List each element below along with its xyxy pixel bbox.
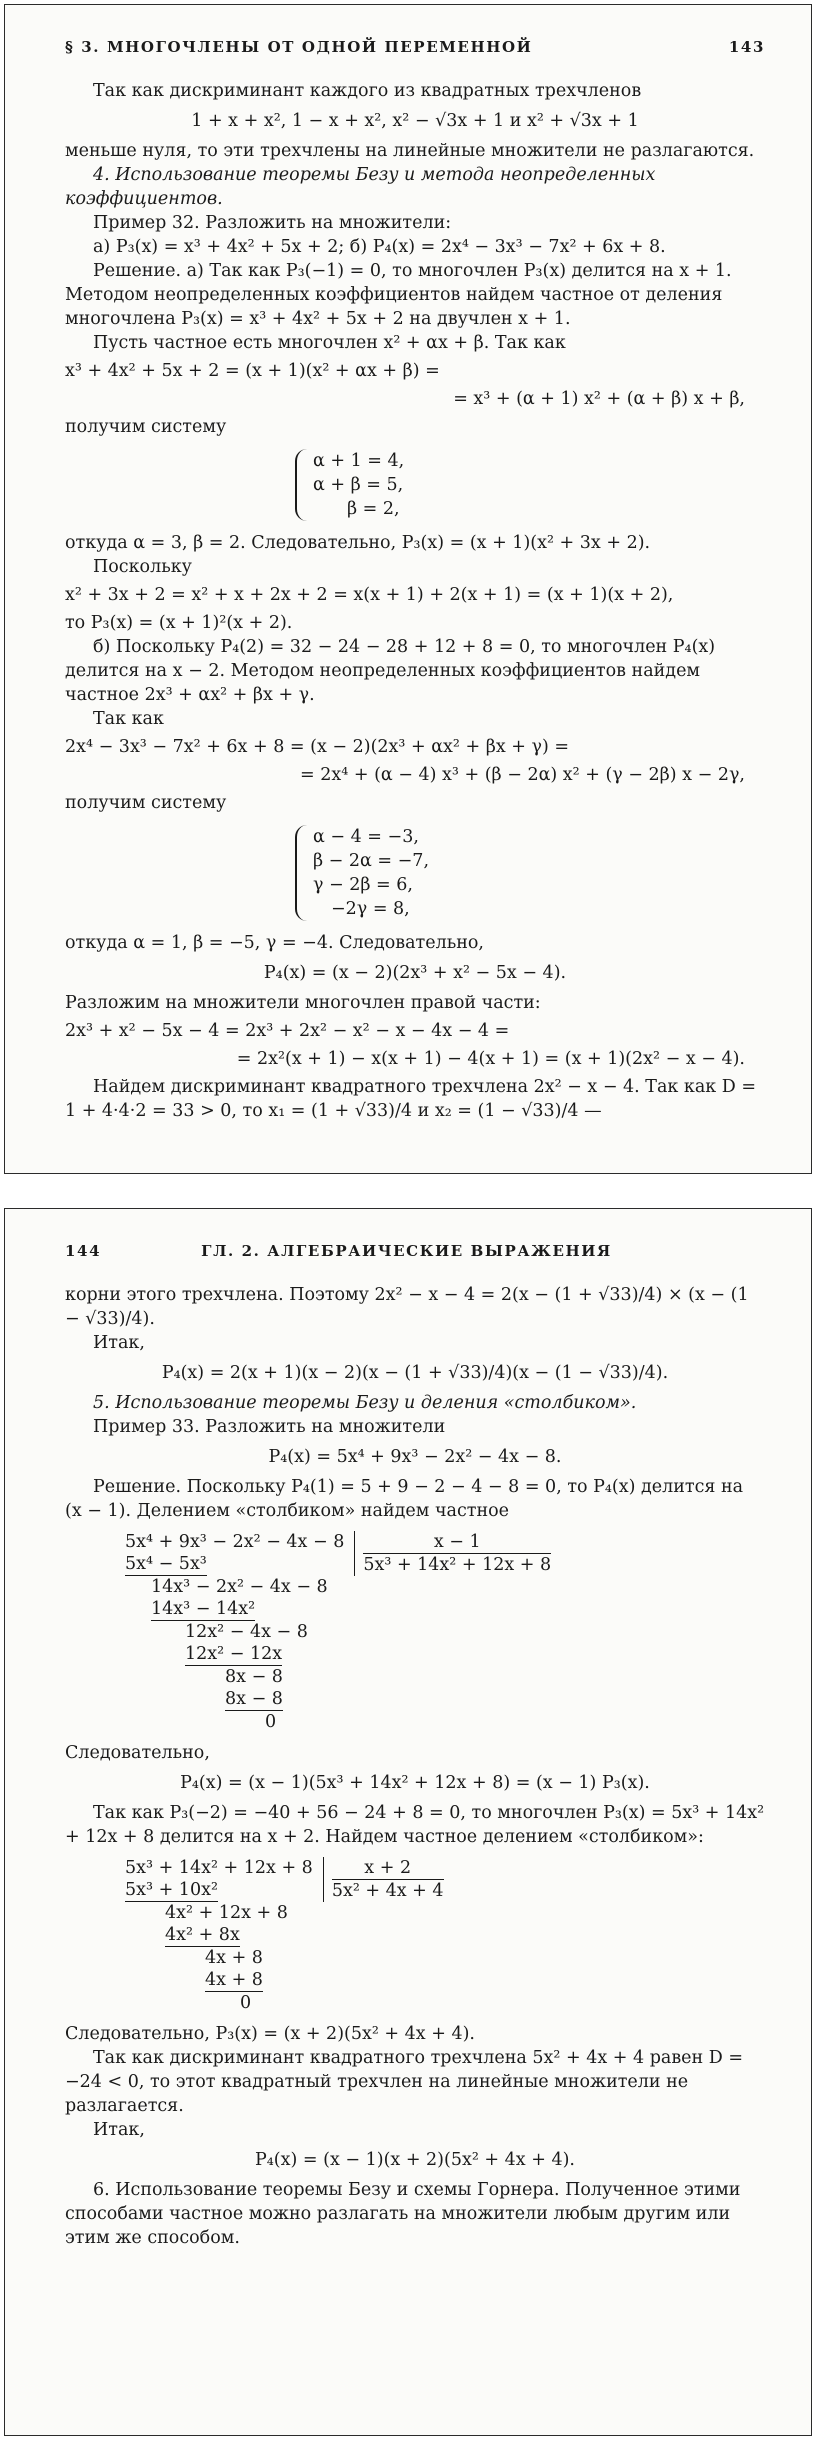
division-line: 8x − 8 bbox=[225, 1667, 283, 1687]
paragraph: Итак, bbox=[93, 2120, 145, 2140]
division-line: 0 bbox=[265, 1712, 277, 1732]
header-title: ГЛ. 2. АЛГЕБРАИЧЕСКИЕ ВЫРАЖЕНИЯ bbox=[201, 1242, 612, 1260]
formula: P₄(x) = (x − 1)(x + 2)(5x² + 4x + 4). bbox=[255, 2150, 575, 2170]
division-work bbox=[125, 1857, 313, 2014]
paragraph: Найдем дискриминант квадратного трехчлена 2x² − x − 4. Так как D = 1 + 4·4·2 = 33 > 0, то x₁ = (1 + √33)/4 и x₂ = (1 − √33)/4 — bbox=[65, 1077, 757, 1121]
page-number: 143 bbox=[728, 38, 765, 56]
division-line: 4x + 8 bbox=[205, 1970, 263, 1990]
division-line: 5x³ + 10x² bbox=[125, 1880, 218, 1900]
page-144-content bbox=[65, 1239, 765, 2250]
division-line: 4x + 8 bbox=[205, 1948, 263, 1968]
formula: 1 + x + x², 1 − x + x², x² − √3x + 1 и x² + √3x + 1 bbox=[191, 111, 639, 131]
division-line: 5x³ + 14x² + 12x + 8 bbox=[125, 1858, 313, 1878]
running-header bbox=[65, 1239, 765, 1263]
formula: = x³ + (α + 1) x² + (α + β) x + β, bbox=[453, 389, 745, 409]
formula: x² + 3x + 2 = x² + x + 2x + 2 = x(x + 1) + 2(x + 1) = (x + 1)(x + 2), bbox=[65, 585, 674, 605]
paragraph: откуда α = 1, β = −5, γ = −4. Следовательно, bbox=[65, 933, 484, 953]
formula: 2x⁴ − 3x³ − 7x² + 6x + 8 = (x − 2)(2x³ + αx² + βx + γ) = bbox=[65, 737, 569, 757]
paragraph: получим систему bbox=[65, 417, 227, 437]
section-heading-4: 4. Использование теоремы Безу и метода неопределенных коэффициентов. bbox=[65, 165, 656, 209]
system-line: β = 2, bbox=[347, 499, 400, 519]
divisor: x + 2 bbox=[332, 1857, 444, 1880]
formula: x³ + 4x² + 5x + 2 = (x + 1)(x² + αx + β) = bbox=[65, 361, 440, 381]
paragraph: Следовательно, P₃(x) = (x + 2)(5x² + 4x + 4). bbox=[65, 2024, 475, 2044]
page-143-content bbox=[65, 35, 765, 1123]
formula: P₄(x) = 2(x + 1)(x − 2)(x − (1 + √33)/4)(x − (1 − √33)/4). bbox=[161, 1363, 669, 1383]
system-line: α − 4 = −3, bbox=[313, 827, 419, 847]
page-number: 144 bbox=[65, 1242, 102, 1260]
formula: P₄(x) = (x − 2)(2x³ + x² − 5x − 4). bbox=[263, 963, 567, 983]
paragraph: Пусть частное есть многочлен x² + αx + β. Так как bbox=[93, 333, 566, 353]
long-division-1 bbox=[125, 1531, 765, 1733]
division-line-wrap bbox=[125, 1924, 313, 1947]
paragraph: Поскольку bbox=[93, 557, 192, 577]
divisor: x − 1 bbox=[363, 1531, 551, 1554]
paragraph: Следовательно, bbox=[65, 1743, 210, 1763]
page-144 bbox=[4, 1208, 812, 2436]
division-line: 12x² − 12x bbox=[185, 1644, 283, 1664]
division-line: 5x⁴ − 5x³ bbox=[125, 1554, 207, 1574]
paragraph: Так как дискриминант квадратного трехчлена 5x² + 4x + 4 равен D = −24 < 0, то этот квадратный трехчлен на линейные множители не разлагается. bbox=[65, 2048, 744, 2116]
equation-system-2 bbox=[295, 825, 429, 921]
example-33-task: P₄(x) = 5x⁴ + 9x³ − 2x² − 4x − 8. bbox=[268, 1447, 562, 1467]
quotient: 5x² + 4x + 4 bbox=[331, 1881, 444, 1901]
system-line: γ − 2β = 6, bbox=[313, 875, 413, 895]
division-line: 14x³ − 14x² bbox=[151, 1599, 256, 1619]
solution-b: б) Поскольку P₄(2) = 32 − 24 − 28 + 12 + 8 = 0, то многочлен P₄(x) делится на x − 2. Методом неопределенных коэффициентов найдем частное 2x³ + αx² + βx + γ. bbox=[65, 637, 716, 705]
division-line-wrap bbox=[125, 1553, 344, 1576]
division-line-wrap bbox=[125, 1643, 344, 1666]
example-32-title: Пример 32. Разложить на множители: bbox=[93, 213, 452, 233]
division-work bbox=[125, 1531, 344, 1733]
division-line-wrap bbox=[125, 1969, 313, 1992]
division-line: 4x² + 8x bbox=[165, 1925, 240, 1945]
division-line: 0 bbox=[240, 1993, 252, 2013]
division-divisor-quotient bbox=[354, 1531, 551, 1576]
division-line: 12x² − 4x − 8 bbox=[185, 1622, 308, 1642]
section-heading-6: 6. Использование теоремы Безу и схемы Горнера. Полученное этими способами частное можно разлагать на множители любым другим или этим же способом. bbox=[65, 2180, 741, 2248]
paragraph: Разложим на множители многочлен правой части: bbox=[65, 993, 541, 1013]
division-divisor-quotient bbox=[323, 1857, 444, 1902]
formula: 2x³ + x² − 5x − 4 = 2x³ + 2x² − x² − x − 4x − 4 = bbox=[65, 1021, 510, 1041]
system-line: β − 2α = −7, bbox=[313, 851, 430, 871]
system-line: α + β = 5, bbox=[313, 475, 404, 495]
division-line-wrap bbox=[125, 1879, 313, 1902]
solution-a: Решение. а) Так как P₃(−1) = 0, то многочлен P₃(x) делится на x + 1. Методом неопределенных коэффициентов найдем частное от деления многочлена P₃(x) = x³ + 4x² + 5x + 2 на двучлен x + 1. bbox=[65, 261, 732, 329]
paragraph: корни этого трехчлена. Поэтому 2x² − x − 4 = 2(x − (1 + √33)/4) × (x − (1 − √33)/4). bbox=[65, 1285, 749, 1329]
paragraph: то P₃(x) = (x + 1)²(x + 2). bbox=[65, 613, 293, 633]
division-line: 5x⁴ + 9x³ − 2x² − 4x − 8 bbox=[125, 1532, 345, 1552]
formula: = 2x²(x + 1) − x(x + 1) − 4(x + 1) = (x + 1)(2x² − x − 4). bbox=[236, 1049, 745, 1069]
solution: Решение. Поскольку P₄(1) = 5 + 9 − 2 − 4 − 8 = 0, то P₄(x) делится на (x − 1). Делением «столбиком» найдем частное bbox=[65, 1477, 744, 1521]
division-line: 4x² + 12x + 8 bbox=[165, 1903, 288, 1923]
long-division-2 bbox=[125, 1857, 765, 2014]
paragraph: получим систему bbox=[65, 793, 227, 813]
quotient: 5x³ + 14x² + 12x + 8 bbox=[363, 1555, 552, 1575]
formula: = 2x⁴ + (α − 4) x³ + (β − 2α) x² + (γ − 2β) x − 2γ, bbox=[300, 765, 745, 785]
division-line: 14x³ − 2x² − 4x − 8 bbox=[151, 1577, 328, 1597]
paragraph: откуда α = 3, β = 2. Следовательно, P₃(x) = (x + 1)(x² + 3x + 2). bbox=[65, 533, 651, 553]
paragraph: Так как дискриминант каждого из квадратных трехчленов bbox=[93, 81, 642, 101]
paragraph: Так как P₃(−2) = −40 + 56 − 24 + 8 = 0, то многочлен P₃(x) = 5x³ + 14x² + 12x + 8 делится на x + 2. Найдем частное делением «столбиком»: bbox=[65, 1803, 765, 1847]
formula: P₄(x) = (x − 1)(5x³ + 14x² + 12x + 8) = (x − 1) P₃(x). bbox=[180, 1773, 650, 1793]
page-143 bbox=[4, 4, 812, 1174]
example-33-title: Пример 33. Разложить на множители bbox=[93, 1417, 446, 1437]
division-line-wrap bbox=[125, 1598, 344, 1621]
division-line-wrap bbox=[125, 1688, 344, 1711]
example-32-task: а) P₃(x) = x³ + 4x² + 5x + 2; б) P₄(x) = 2x⁴ − 3x³ − 7x² + 6x + 8. bbox=[93, 237, 666, 257]
paragraph: Итак, bbox=[93, 1333, 145, 1353]
division-line: 8x − 8 bbox=[225, 1689, 283, 1709]
system-line: α + 1 = 4, bbox=[313, 451, 405, 471]
paragraph: Так как bbox=[93, 709, 164, 729]
paragraph: меньше нуля, то эти трехчлены на линейные множители не разлагаются. bbox=[65, 141, 755, 161]
system-line: −2γ = 8, bbox=[331, 899, 410, 919]
running-header bbox=[65, 35, 765, 59]
header-title: § 3. МНОГОЧЛЕНЫ ОТ ОДНОЙ ПЕРЕМЕННОЙ bbox=[65, 38, 533, 56]
equation-system-1 bbox=[295, 449, 404, 521]
section-heading-5: 5. Использование теоремы Безу и деления «столбиком». bbox=[93, 1393, 637, 1413]
